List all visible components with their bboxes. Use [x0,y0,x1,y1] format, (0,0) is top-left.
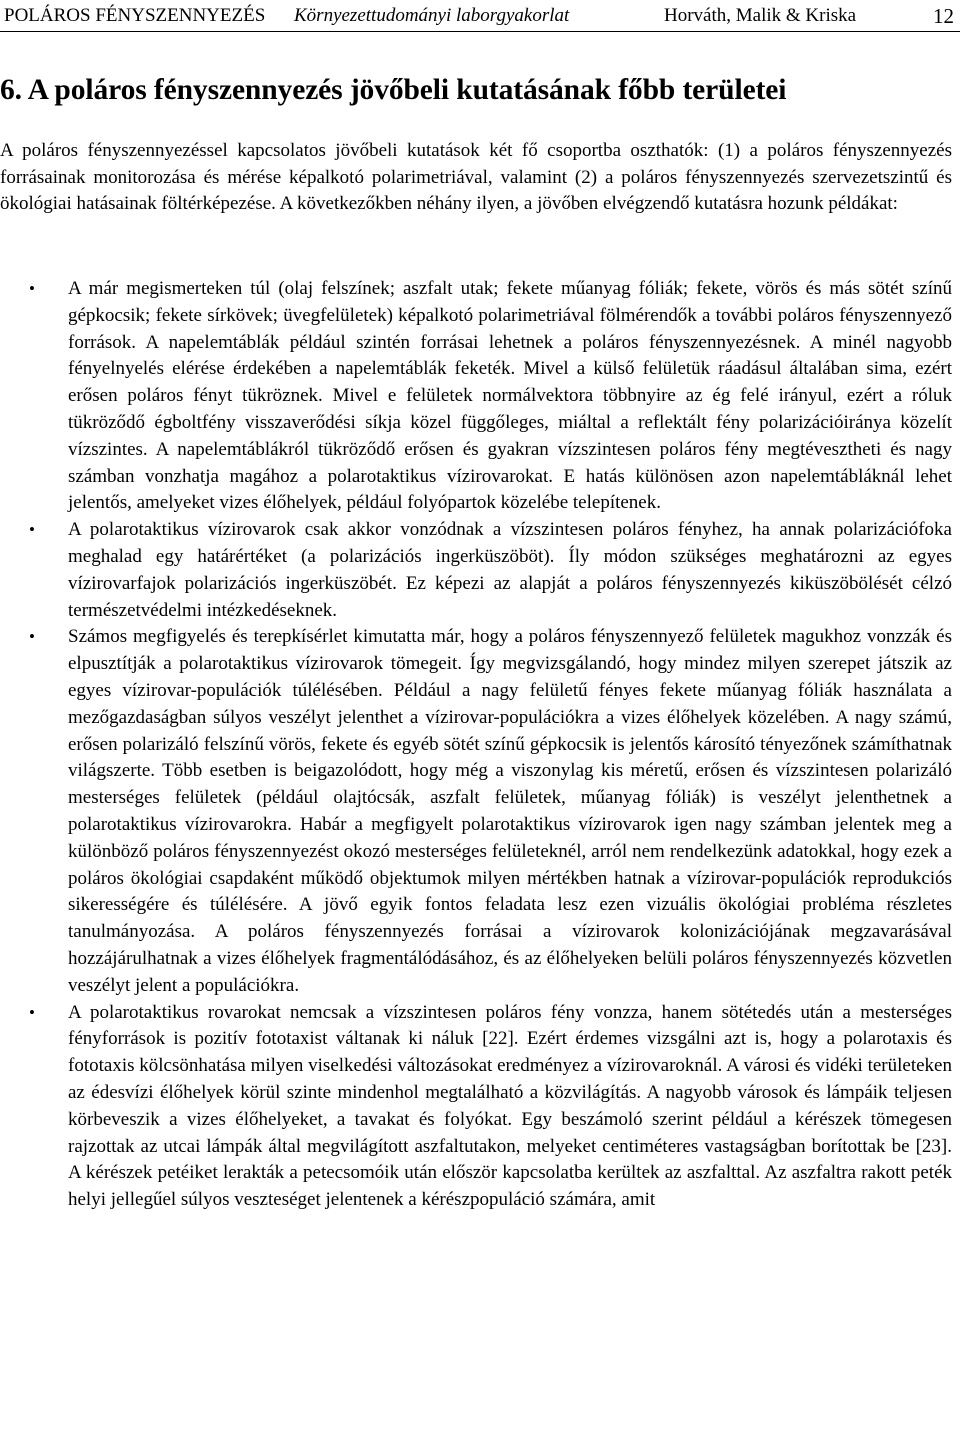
list-item-text: A polarotaktikus rovarokat nemcsak a vízszintesen poláros fény vonzza, hanem sötétedés után a mesterséges fényforrások is pozitív fototaxist váltanak ki náluk [22]. Ezért érdemes vizsgálni azt is, hogy a polarotaxis és fototaxis kölcsönhatása milyen viselkedési változásokat eredményez a vízirovaroknál. A városi és vidéki területeken az édesvízi élőhelyek körül szinte mindenhol megtalálható a közvilágítás. A nagyobb városok és lámpáik teljesen körbeveszik a vizes élőhelyeket, a tavakat és folyókat. Egy beszámoló szerint például a kérészek tömegesen rajzottak az utcai lámpák által megvilágított aszfaltutakon, melyeket centiméteres vastagságban borítottak be [23]. A kérészek petéiket lerakták a petecsomóik után először kapcsolatba kerültek az aszfalttal. Az aszfaltra rakott peték helyi jellegűel súlyos veszteséget jelentenek a kérészpopuláció számára, amit [68,1001,952,1211]
bullet-icon: • [29,1002,35,1022]
list-item [0,276,952,517]
bullet-icon: • [29,627,35,647]
list-item [0,624,952,999]
bullet-list [0,276,952,1214]
page-number: 12 [933,4,954,28]
list-item [0,1000,952,1214]
running-header [4,2,954,30]
list-item-text: Számos megfigyelés és terepkísérlet kimutatta már, hogy a poláros fényszennyező felületek magukhoz vonzzák és elpusztítják a polarotaktikus vízirovarok tömegeit. Így megvizsgálandó, hogy mindez milyen szerepet játszik az egyes vízirovar-populációk túlélésében. Például a nagy felületű fényes fekete műanyag fóliák használata a mezőgazdaságban súlyos veszélyt jelenthet a vízirovar-populációkra a vizes élőhelyek közelében. A nagy számú, erősen polarizáló felszínű vörös, fekete és egyéb sötét színű gépkocsik is jelentős károsító tényezőnek számíthatnak világszerte. Több esetben is beigazolódott, hogy még a viszonylag kis méretű, erősen és vízszintesen polarizáló mesterséges felületek (például olajtócsák, aszfalt felületek, műanyag fóliák) is veszélyt jelenthetnek a polarotaktikus vízirovarokra. Habár a megfigyelt polarotaktikus vízirovarok igen nagy számban jelentek meg a különböző poláros fényszennyezést okozó mesterséges felületeknél, arról nem rendelkezünk adatokkal, hogy ezek a poláros ökológiai csapdaként működő objektumok milyen mértékben hatnak a vízirovar-populációk reprodukciós sikerességére és túlélésére. A jövő egyik fontos feladata lesz ezen vizuális ökológiai probléma részletes tanulmányozása. A poláros fényszennyezés forrásai a vízirovarok kolonizációjának megzavarásával hozzájárulhatnak a vizes élőhelyek fragmentálódásához, és az élőhelyeken belüli poláros fényszennyezés közvetlen veszélyt jelent a populációkra. [68,626,952,996]
header-topic: POLÁROS FÉNYSZENNYEZÉS [4,5,266,26]
intro-paragraph: A poláros fényszennyezéssel kapcsolatos jövőbeli kutatások két fő csoportba oszthatók: (1) a poláros fényszennyezés forrásainak monitorozása és mérése képalkotó polarimetriával, valamint (2) a poláros fényszennyezés szervezetszintű és ökológiai hatásainak föltérképezése. A következőkben néhány ilyen, a jövőben elvégzendő kutatásra hozunk példákat: [0,140,952,215]
list-item [0,517,952,624]
bullet-icon: • [29,279,35,298]
list-item-text: A polarotaktikus vízirovarok csak akkor vonzódnak a vízszintesen poláros fényhez, ha annak polarizációfoka meghalad egy határértéket (a polarizációs ingerküszöböt). Íly módon szükséges meghatározni az egyes vízirovarfajok polarizációs ingerküszöbét. Ez képezi az alapját a poláros fényszennyezés kiküszöbölését célzó természetvédelmi intézkedéseknek. [68,519,952,621]
header-rule [0,31,960,32]
list-item-text: A már megismerteken túl (olaj felszínek; aszfalt utak; fekete műanyag fóliák; fekete, vörös és más sötét színű gépkocsik; fekete sírkövek; üvegfelületek) képalkotó polarimetriával fölmérendők a további poláros fényszennyező források. A napelemtáblák például szintén forrásai lehetnek a poláros fényszennyezésnek. A minél nagyobb fényelnyelés elérése érdekében a napelemtáblák feketék. Mivel a külső felületük ráadásul általában sima, ezért erősen poláros fényt tükröznek. Mivel e felületek normálvektora többnyire az ég felé irányul, ezért a róluk tükröződő égboltfény visszaverődési síkja közel függőleges, miáltal a reflektált fény polarizációiránya közelít vízszintes. A napelemtáblákról tükröződő erősen és gyakran vízszintesen poláros fény megtévesztheti és nagy számban vonzhatja magához a polarotaktikus vízirovarokat. E hatás különösen azon napelemtábláknál lehet jelentős, amelyeket vizes élőhelyek, például folyópartok közelébe telepítenek. [68,278,952,514]
section-title: 6. A poláros fényszennyezés jövőbeli kutatásának főbb területei [0,74,787,106]
header-authors: Horváth, Malik & Kriska [664,5,857,26]
bullet-icon: • [29,520,35,540]
header-course: Környezettudományi laborgyakorlat [294,5,570,26]
